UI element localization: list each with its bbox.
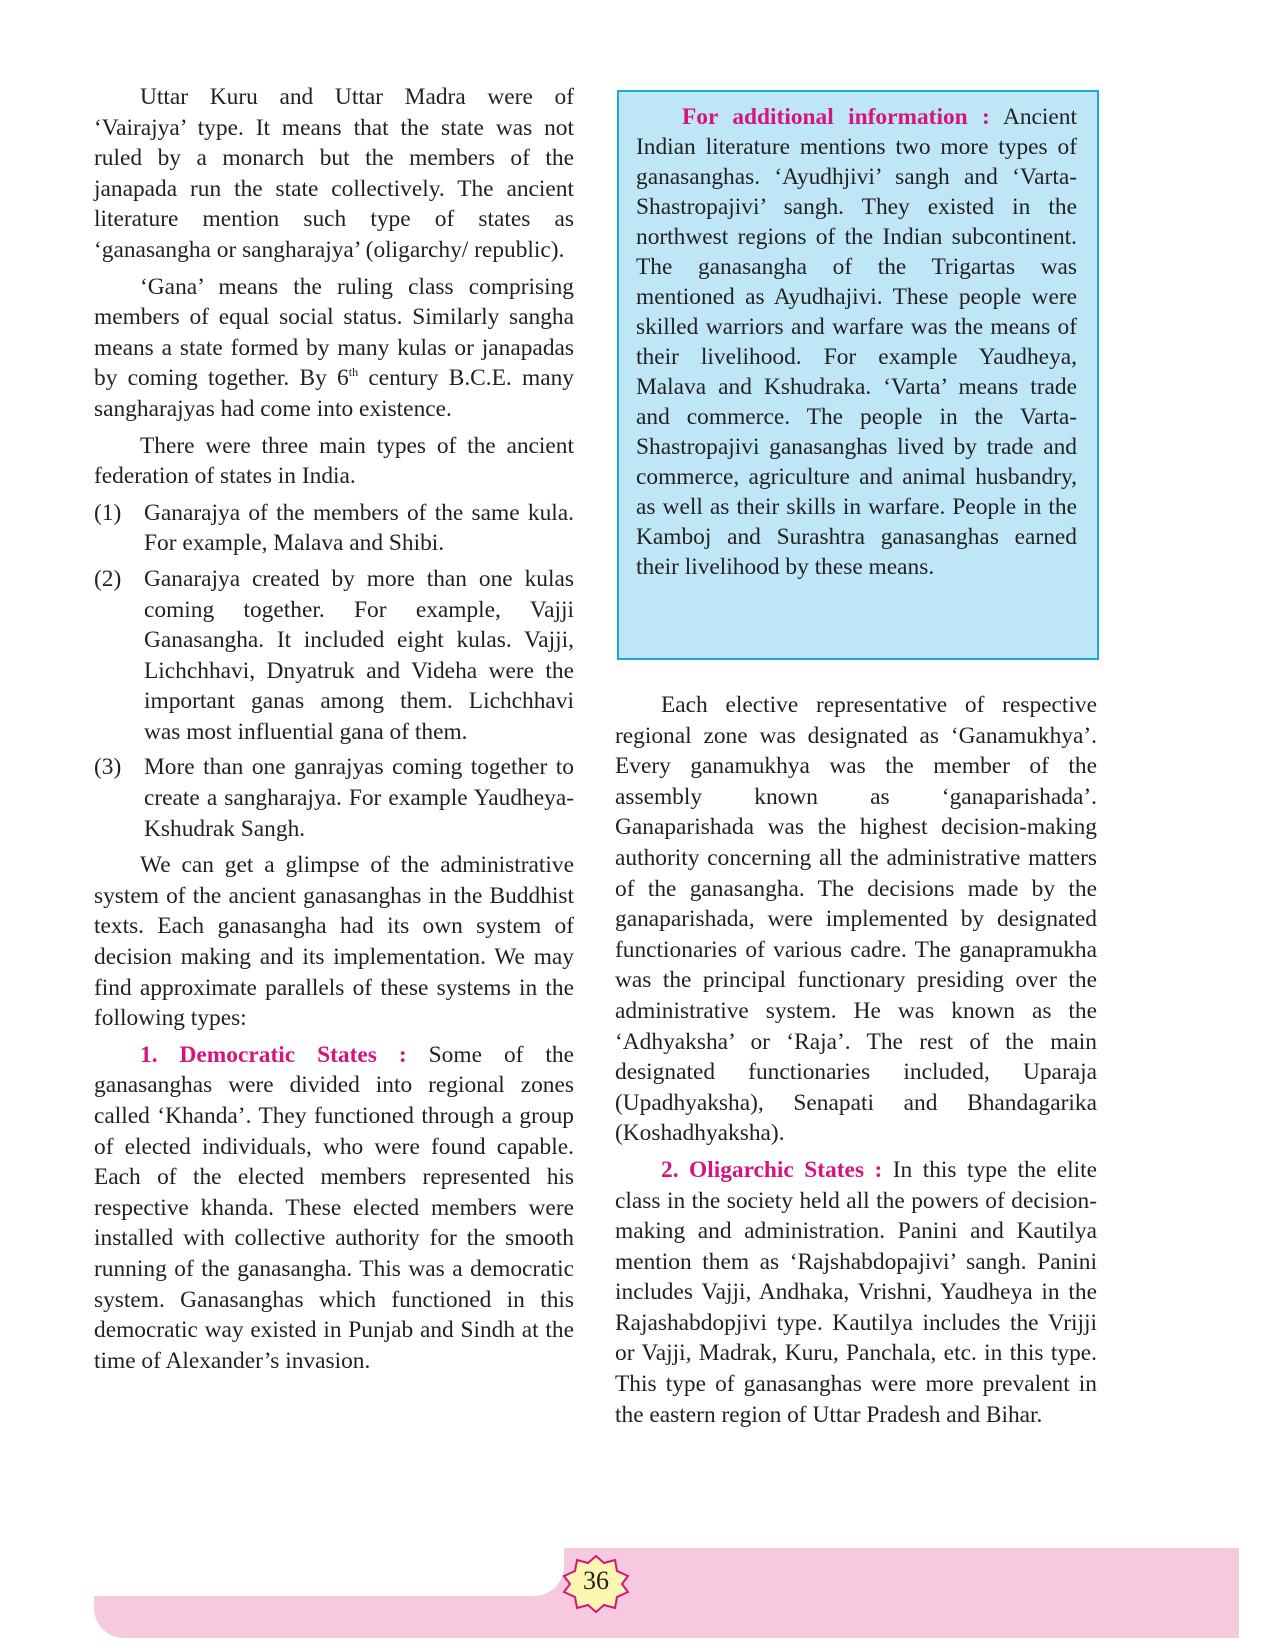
- info-text: Ancient Indian literature mentions two more types of ganasanghas. ‘Ayudhjivi’ sangh and ‘Varta-Shastropajivi’ sangh. They existed in the northwest regions of the Indian subcontinent. The ganasangha of the Trigartas was mentioned as Ayudhajivi. These people were skilled warriors and warfare was the means of their livelihood. For example Yaudheya, Malava and Kshudraka. ‘Varta’ means trade and commerce. The people in the Varta-Shastropajivi ganasanghas lived by trade and commerce, agriculture and animal husbandry, as well as their skills in warfare. People in the Kamboj and Surashtra ganasanghas earned their livelihood by these means.: [636, 104, 1078, 580]
- additional-information-box: [617, 90, 1099, 660]
- right-column: [615, 690, 1097, 1436]
- paragraph-three-types: There were three main types of the ancient federation of states in India.: [94, 432, 574, 490]
- paragraph-gana-meaning: [94, 272, 574, 425]
- oligarchic-states-heading: 2. Oligarchic States :: [661, 1156, 883, 1183]
- paragraph-oligarchic-states: [615, 1155, 1097, 1430]
- paragraph-democratic-states: [94, 1040, 574, 1377]
- info-paragraph: [636, 102, 1077, 582]
- footer-white-strip: [94, 1548, 564, 1596]
- list-item-number: (3): [94, 754, 122, 781]
- paragraph-gana-text-b: century B.C.E. many sangharajyas had come into existence.: [94, 365, 574, 422]
- list-item-number: (2): [94, 565, 122, 592]
- list-item-text: Ganarajya of the members of the same kula. For example, Malava and Shibi.: [144, 499, 574, 557]
- list-item: [94, 498, 574, 559]
- page-number: 36: [583, 1566, 609, 1595]
- types-list: [94, 498, 574, 845]
- democratic-states-heading: 1. Democratic States :: [140, 1041, 407, 1068]
- paragraph-ganamukhya: Each elective representative of respective regional zone was designated as ‘Ganamukhya’. Every ganamukhya was the member of the assembly known as ‘ganaparishada’. Ganaparishada was the highest decision-making authority concerning all the administrative matters of the ganasangha. The decisions made by the ganaparishada, were implemented by designated functionaries of various cadre. The ganapramukha was the principal functionary presiding over the administrative system. He was known as the ‘Adhyaksha’ or ‘Raja’. The rest of the main designated functionaries included, Uparaja (Upadhyaksha), Senapati and Bhandagarika (Koshadhyaksha).: [615, 692, 1097, 1147]
- paragraph-administrative-system: We can get a glimpse of the administrative system of the ancient ganasanghas in the Buddhist texts. Each ganasangha had its own system of decision making and its implementation. We may find approximate parallels of these systems in the following types:: [94, 852, 574, 1032]
- list-item: [94, 752, 574, 844]
- list-item-text: More than one ganrajyas coming together to create a sangharajya. For example Yaudheya-Kshudrak Sangh.: [144, 754, 574, 842]
- paragraph-vairajya: Uttar Kuru and Uttar Madra were of ‘Vairajya’ type. It means that the state was not ruled by a monarch but the members of the janapada run the state collectively. The ancient literature mention such type of states as ‘ganasangha or sangharajya’ (oligarchy/ republic).: [94, 84, 574, 263]
- list-item-number: (1): [94, 499, 122, 526]
- ordinal-superscript: th: [348, 365, 359, 380]
- list-item: [94, 564, 574, 748]
- left-column: [94, 82, 574, 1382]
- democratic-states-text: Some of the ganasanghas were divided into regional zones called ‘Khanda’. They functioned through a group of elected individuals, who were found capable. Each of the elected members represented his respective khanda. These elected members were installed with collective authority for the smooth running of the ganasangha. This was a democratic system. Ganasanghas which functioned in this democratic way existed in Punjab and Sindh at the time of Alexander’s invasion.: [94, 1041, 574, 1374]
- oligarchic-states-text: In this type the elite class in the society held all the powers of decision-making and administration. Panini and Kautilya mention them as ‘Rajshabdopajivi’ sangh. Panini includes Vajji, Andhaka, Vrishni, Yaudheya in the Rajashabdopjivi type. Kautilya includes the Vrijji or Vajji, Madrak, Kuru, Panchala, etc. in this type. This type of ganasanghas were more prevalent in the eastern region of Uttar Pradesh and Bihar.: [615, 1156, 1097, 1428]
- list-item-text: Ganarajya created by more than one kulas coming together. For example, Vajji Ganasangha. It included eight kulas. Vajji, Lichchhavi, Dnyatruk and Videha were the important ganas among them. Lichchhavi was most influential gana of them.: [144, 565, 574, 745]
- paragraph-gana-text-a: ‘Gana’ means the ruling class comprising members of equal social status. Similarly sangha means a state formed by many kulas or janapadas by coming together. By 6: [94, 273, 574, 392]
- info-heading: For additional information :: [682, 104, 990, 130]
